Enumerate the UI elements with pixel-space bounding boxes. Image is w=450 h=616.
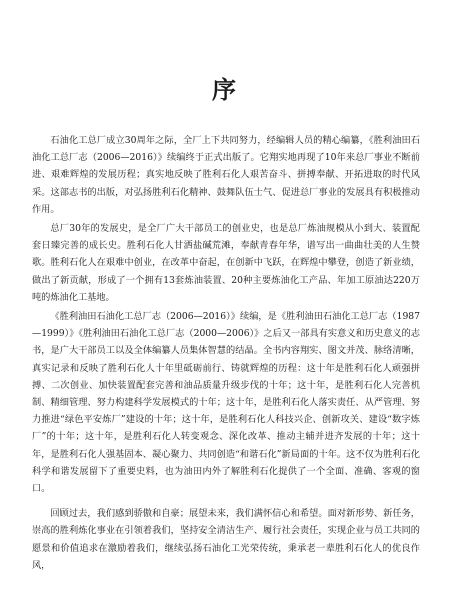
- paragraph: 总厂30年的发展史，是全厂广大干部员工的创业史，也是总厂炼油规模从小到大、装置配套日臻完善的成长史。胜利石化人甘洒盐碱荒滩，奉献青春年华，谱写出一曲曲壮美的人生赞歌。胜利石化人在艰难中创业，在改革中奋起，在创新中飞跃，在辉煌中攀登，创造了新业绩，做出了新贡献，形成了一个拥有13套炼油装置、20种主要炼油化工产品、年加工原油达220万吨的炼油化工基地。: [32, 223, 420, 303]
- paragraph: 石油化工总厂成立30周年之际，全厂上下共同努力，经编辑人员的精心编纂，《胜利油田石油化工总厂志（2006—2016）》续编终于正式出版了。它翔实地再现了10年来总厂事业不断前进、艰难辉煌的发展历程；真实地反映了胜利石化人艰苦奋斗、拼搏奉献、开拓进取的时代风采。这部志书的出版，对弘扬胜利石化精神、鼓舞队伍士气、促进总厂事业的发展具有积极推动作用。: [32, 135, 420, 215]
- preface-body: [32, 132, 420, 576]
- paragraph: 回顾过去，我们感到骄傲和自豪；展望未来，我们满怀信心和希望。面对新形势、新任务，崇高的胜利炼化事业在引领着我们，坚持安全清洁生产、履行社会责任，实现企业与员工共同的愿景和价值追求在激励着我们，继续弘扬石油化工光荣传统，秉承老一辈胜利石化人的优良作风，: [32, 508, 420, 571]
- paragraph: 《胜利油田石油化工总厂志（2006—2016）》续编，是《胜利油田石油化工总厂志（1987—1999）》《胜利油田石油化工总厂志（2000—2006）》之后又一部具有实意义和历史意义的志书，是广大干部员工以及全体编纂人员集体智慧的结晶。全书内容翔实、图文并茂、脉络清晰，真实记录和反映了胜利石化人十年里砥砺前行、铸就辉煌的历程：这十年是胜利石化人顽强拼搏、二次创业、加快装置配套完善和油品质量升级步伐的十年；这十年，是胜利石化人完善机制、精细管理、努力构建科学发展模式的十年；这十年，是胜利石化人落实责任、从严管理、努力推进“绿色平安炼厂”建设的十年；这十年，是胜利石化人科技兴企、创新攻关、建设“数字炼厂”的十年；这十年，是胜利石化人转变观念、深化改革、推动主辅并进齐发展的十年；这十年，是胜利石化人强基固本、凝心聚力、共同创造“和谐石化”新局面的十年。这不仅为胜利石化科学和谐发展留下了重要史料，也为油田内外了解胜利石化提供了一个全面、准确、客观的窗口。: [32, 311, 420, 495]
- page-title: 序: [212, 75, 238, 104]
